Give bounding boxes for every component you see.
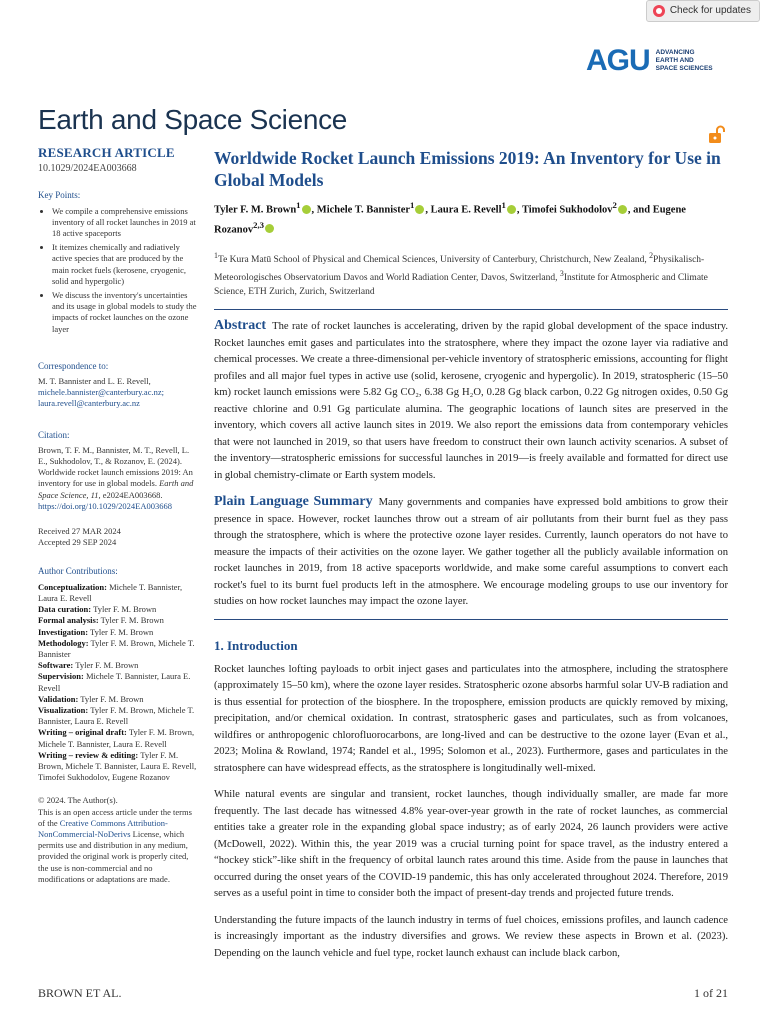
divider bbox=[214, 619, 728, 620]
email-link[interactable]: laura.revell@canterbury.ac.nz bbox=[38, 398, 140, 409]
author-name[interactable]: Timofei Sukhodolov bbox=[521, 204, 613, 216]
abstract-text: The rate of rocket launches is accelerating, driven by the rapid global development of the space industry. Rocket launches emit gases and particulates into the stratosphere, where they impact the ozone layer via radiative and chemical processes. We create a three-dimensional per-vehicle inventory of stratospheric emissions, accounting for flight profiles and all major fuel types in active use (solid, kerosene, cryogenic and hypergolic). In 2019, stratospheric (15–50 km) rocket launch emissions were 5.82 Gg CO₂, 6.38 Gg H₂O, 0.28 Gg black carbon, 0.22 Gg nitrogen oxides, 0.50 Gg reactive chlorine and 0.91 Gg particulate alumina. The geographic locations of launch sites are preserved in the inventory, which covers all active launch sites in 2019. We also report the emissions data from contemporary vehicles that were not launched in 2019, so that users have freedom to construct their own launch activity scenarios. A subset of the inventory—stratospheric emissions for successful launches in 2019—is freely available and formatted for direct use in global chemistry-climate or Earth system models. bbox=[214, 321, 728, 481]
footer-authors: BROWN ET AL. bbox=[38, 986, 122, 1000]
author-name[interactable]: Tyler F. M. Brown bbox=[214, 204, 297, 216]
abstract-heading: Abstract bbox=[214, 318, 267, 334]
correspondence-names: M. T. Bannister and L. E. Revell, bbox=[38, 376, 151, 387]
contribution-line bbox=[38, 627, 198, 638]
contribution-names: Tyler F. M. Brown, Michele T. Bannister, Laura E. Revell bbox=[38, 704, 195, 727]
accepted-date: Accepted 29 SEP 2024 bbox=[38, 537, 117, 548]
contribution-names: Tyler F. M. Brown, Michele T. Bannister, Laura E. Revell, Timofei Sukhodolov, Eugene Rozanov bbox=[38, 749, 197, 783]
author-affiliation-index: 1 bbox=[501, 200, 506, 210]
contribution-role: Validation: bbox=[38, 693, 79, 704]
article-title: Worldwide Rocket Launch Emissions 2019: An Inventory for Use in Global Models bbox=[214, 148, 721, 190]
page-number: 1 of 21 bbox=[694, 986, 728, 1000]
contribution-names: Tyler F. M. Brown, Michele T. Bannister bbox=[38, 637, 195, 659]
agu-tagline-line: EARTH AND bbox=[655, 57, 694, 64]
main-column bbox=[214, 147, 728, 962]
contribution-line bbox=[38, 671, 198, 693]
affiliations: $^1$Te Kura Matū School of Physical and Chemical Sciences, University of Canterbury, Christchurch, New Zealand, $^2$Physikalisch-Meteorologisches Observatorium Davos and World Radiation Center, Davos, Switzerland, $^3$Institute for Atmospheric and Climate Science, ETH Zurich, Zurich, Switzerland bbox=[214, 251, 708, 298]
author-separator: , and bbox=[627, 204, 653, 216]
citation-body: Brown, T. F. M., Bannister, M. T., Revell, L. E., Sukhodolov, T., & Rozanov, E. (2024). Worldwide rocket launch emissions 2019: An inventory for use in global models. bbox=[38, 444, 193, 489]
author-name[interactable]: Eugene Rozanov bbox=[214, 204, 686, 235]
contribution-names: Michele T. Bannister, Laura E. Revell bbox=[38, 671, 191, 693]
agu-tagline-line: ADVANCING bbox=[655, 49, 695, 56]
author-affiliation-index: 2,3 bbox=[253, 219, 265, 230]
author-contributions-heading: Author Contributions: bbox=[38, 566, 118, 577]
contribution-role: Writing – review & editing: bbox=[38, 749, 139, 760]
citation-heading: Citation: bbox=[38, 429, 70, 440]
orcid-icon[interactable] bbox=[415, 205, 424, 214]
author-separator: , bbox=[425, 204, 431, 216]
citation-url[interactable]: https://doi.org/10.1029/2024EA003668 bbox=[38, 500, 172, 511]
contribution-role: Methodology: bbox=[38, 637, 89, 648]
license-copyright: © 2024. The Author(s). bbox=[38, 795, 118, 806]
key-points-list bbox=[38, 206, 198, 335]
plain-language-summary bbox=[214, 494, 728, 611]
orcid-icon[interactable] bbox=[507, 205, 516, 214]
update-icon bbox=[653, 5, 665, 17]
author-affiliation-index: 1 bbox=[410, 200, 415, 210]
agu-tagline bbox=[656, 49, 713, 73]
author-separator: , bbox=[516, 204, 522, 216]
license-link[interactable]: Creative Commons Attribution-NonCommercial-NoDerivs bbox=[38, 817, 168, 839]
contribution-role: Supervision: bbox=[38, 671, 84, 682]
author-separator: , bbox=[311, 204, 317, 216]
citation-tail: e2024EA003668. bbox=[102, 489, 163, 500]
contribution-line bbox=[38, 615, 198, 626]
key-point: • We compile a comprehensive emissions inventory of all rocket launches in 2019 at 18 active spaceports bbox=[52, 206, 198, 240]
contribution-line bbox=[38, 582, 198, 604]
pls-heading: Plain Language Summary bbox=[214, 494, 373, 510]
contribution-role: Writing – original draft: bbox=[38, 727, 127, 738]
author-affiliation-index: 2 bbox=[612, 200, 617, 210]
orcid-icon[interactable] bbox=[302, 205, 311, 214]
author-name[interactable]: Michele T. Bannister bbox=[316, 204, 411, 216]
contribution-names: Tyler F. M. Brown bbox=[93, 604, 157, 615]
affiliation: Physikalisch-Meteorologisches Observatorium Davos and World Radiation Center, Davos, Switzerland, bbox=[214, 255, 705, 284]
agu-tagline-line: SPACE SCIENCES bbox=[655, 65, 713, 72]
contribution-names: Tyler F. M. Brown bbox=[80, 693, 144, 704]
author-list bbox=[214, 198, 728, 237]
contribution-role: Formal analysis: bbox=[38, 615, 99, 626]
correspondence-heading: Correspondence to: bbox=[38, 360, 109, 371]
divider bbox=[214, 309, 728, 310]
contribution-line bbox=[38, 660, 198, 671]
sidebar bbox=[38, 147, 198, 885]
license-text: License, which permits use and distribution in any medium, provided the original work is properly cited, the use is non-commercial and no modifications or adaptations are made. bbox=[38, 828, 189, 884]
agu-logo bbox=[586, 43, 736, 79]
intro-heading: 1. Introduction bbox=[214, 637, 298, 653]
intro-paragraph: Understanding the future impacts of the launch industry in terms of fuel choices, emissions profiles, and launch cadence is increasingly important as the industry diversifies and grows. We review these aspects in Brown et al. (2023). Depending on the launch vehicle and fuel type, rocket launch exhaust can include black carbon, bbox=[214, 914, 728, 959]
pls-text: Many governments and companies have expressed bold ambitions to grow their presence in space. However, rocket launches throw out a stream of air pollutants from their burnt fuel as they pass through the stratosphere, which is where the protective ozone layer resides. Currently, launch operators do not have to measure the impacts of their activities on the ozone layer. We gather together all the publicly available information on rocket launches in 2019, from 18 active spaceports worldwide, and make some careful assumptions to convert each rocket's fuel to its burnt fuel products left in the atmosphere. We encourage modeling groups to use our inventory for studies on how rocket launches may impact the ozone layer. bbox=[214, 497, 728, 608]
citation-text bbox=[38, 445, 198, 512]
article-type: RESEARCH ARTICLE bbox=[38, 145, 175, 160]
author-name[interactable]: Laura E. Revell bbox=[430, 204, 502, 216]
orcid-icon[interactable] bbox=[265, 224, 274, 233]
citation-journal: Earth and Space Science, 11, bbox=[38, 478, 194, 500]
key-points-heading: Key Points: bbox=[38, 190, 81, 201]
contribution-role: Investigation: bbox=[38, 626, 89, 637]
contribution-names: Tyler F. M. Brown bbox=[75, 660, 139, 671]
contribution-names: Michele T. Bannister, Laura E. Revell bbox=[38, 581, 183, 603]
affiliation: Te Kura Matū School of Physical and Chemical Sciences, University of Canterbury, Christchurch, New Zealand, bbox=[217, 255, 647, 266]
license-block bbox=[38, 795, 198, 885]
orcid-icon[interactable] bbox=[618, 205, 627, 214]
contribution-line bbox=[38, 727, 198, 749]
contribution-role: Conceptualization: bbox=[38, 581, 107, 592]
check-for-updates-button[interactable] bbox=[646, 0, 760, 22]
affiliation: Institute for Atmospheric and Climate Science, ETH Zurich, Zurich, Switzerland bbox=[214, 273, 708, 298]
received-date: Received 27 MAR 2024 bbox=[38, 526, 121, 537]
license-text: This is an open access article under the terms of the bbox=[38, 806, 192, 828]
contribution-role: Visualization: bbox=[38, 704, 89, 715]
contribution-line bbox=[38, 750, 198, 784]
contribution-names: Tyler F. M. Brown, Michele T. Bannister, Laura E. Revell bbox=[38, 727, 195, 749]
key-point: • We discuss the inventory's uncertainties and its usage in global models to study the impacts of rocket launches on the ozone layer bbox=[52, 290, 198, 335]
agu-mark: AGU bbox=[586, 44, 650, 77]
contribution-line bbox=[38, 604, 198, 615]
contribution-role: Data curation: bbox=[38, 604, 92, 615]
open-access-lock-icon bbox=[706, 124, 726, 144]
email-link[interactable]: michele.bannister@canterbury.ac.nz; bbox=[38, 387, 164, 398]
contribution-role: Software: bbox=[38, 660, 74, 671]
intro-paragraph: Rocket launches lofting payloads to orbit inject gases and particulates into the atmosphere, including the stratosphere (approximately 15–50 km), where the ozone layer resides. Stratospheric ozone absorbs harmful solar UV-B radiation and is thus essential for protection of the biosphere. In the troposphere, emission products are quickly removed by mixing, precipitation, and/or chemical oxidation. In contrast, stratospheric gases and particulates, such as from volcanoes, wildfires or anthropogenic chlorofluorocarbons, are long-lived and can be destructive to the ozone layer (Evan et al., 2023; Molina & Rowland, 1974; Randel et al., 1995; Solomon et al., 2023). Furthermore, gases and particulates in the stratosphere can have widespread effects, as the stratosphere is longitudinally well-mixed. bbox=[214, 663, 728, 774]
contribution-line bbox=[38, 705, 198, 727]
journal-title: Earth and Space Science bbox=[38, 104, 348, 135]
article-doi[interactable]: 10.1029/2024EA003668 bbox=[38, 163, 137, 175]
check-for-updates-label: Check for updates bbox=[669, 5, 751, 16]
abstract bbox=[214, 318, 728, 484]
contribution-line bbox=[38, 694, 198, 705]
author-contributions-list bbox=[38, 582, 198, 784]
intro-paragraph: While natural events are singular and transient, rocket launches, though individually smaller, are made far more frequently. The last decade has witnessed 4.8% year-over-year growth in the rate of rocket launches, as commercial entities take a greater role in the expanding global space industry; as of early 2024, 26 launch providers were active (McDowell, 2022). Within this, the year 2019 was a crucial turning point for space travel, as the industry entered a “hockey stick”-like shift in the frequency of orbital launch rates around this time. Aside from the pause in launches that occurred during the onset years of the COVID-19 pandemic, this has only accelerated throughout 2024. Therefore, 2019 serves as a useful point in time to consider both the impact of present-day trends and projected future trends. bbox=[214, 789, 728, 900]
contribution-names: Tyler F. M. Brown bbox=[100, 615, 164, 626]
contribution-names: Tyler F. M. Brown bbox=[90, 626, 154, 637]
key-point: • It itemizes chemically and radiatively active species that are produced by the main rocket fuels (kerosene, cryogenic, solid and hypergolic) bbox=[52, 242, 198, 287]
author-affiliation-index: 1 bbox=[296, 200, 301, 210]
contribution-line bbox=[38, 638, 198, 660]
